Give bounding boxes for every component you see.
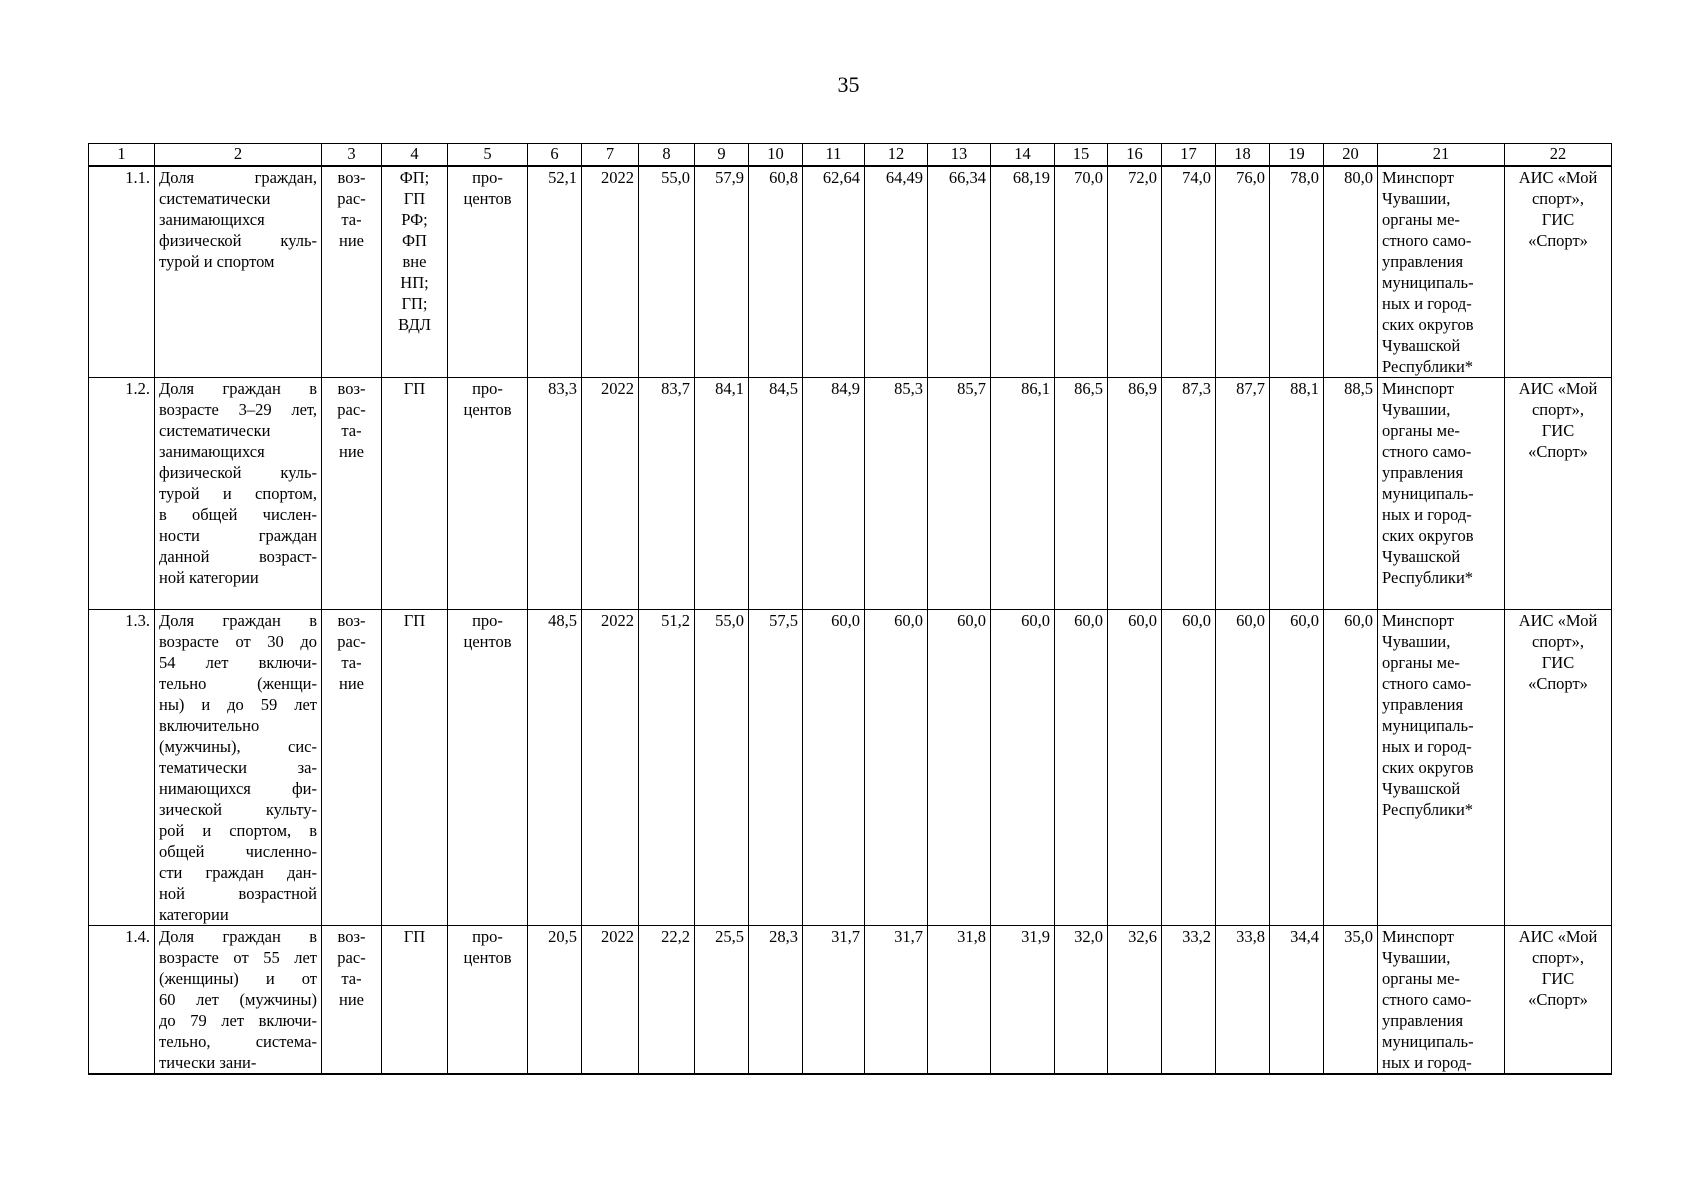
- year-value: 31,8: [928, 926, 991, 1075]
- year-value: 55,0: [695, 610, 749, 926]
- indicator-name-line: тельно, системa-: [159, 1032, 317, 1051]
- unit-line: центов: [463, 948, 512, 967]
- responsible-line: стного само-: [1382, 442, 1472, 461]
- responsible-line: управления: [1382, 252, 1464, 271]
- indicator-name-line: ной возрастной: [159, 884, 317, 903]
- trend-line: та-: [341, 653, 362, 672]
- responsible-line: органы ме-: [1382, 421, 1460, 440]
- data-source-line: спорт»,: [1531, 632, 1585, 651]
- responsible-line: Минспорт: [1382, 379, 1454, 398]
- column-header: 22: [1505, 144, 1612, 167]
- indicator-name-line: систематически: [159, 421, 271, 440]
- year-value: 60,0: [1162, 610, 1216, 926]
- year-value: 60,0: [1270, 610, 1324, 926]
- year-value: 74,0: [1162, 166, 1216, 378]
- data-source-line: «Спорт»: [1528, 990, 1588, 1009]
- column-header: 18: [1216, 144, 1270, 167]
- unit-line: про-: [472, 611, 503, 630]
- indicator-name-line: тельно (женщи-: [159, 674, 317, 693]
- year-value: 60,0: [1216, 610, 1270, 926]
- column-header: 11: [803, 144, 865, 167]
- year-value: 68,19: [991, 166, 1055, 378]
- level-line: вне: [402, 252, 427, 271]
- base-value: 20,5: [528, 926, 582, 1075]
- year-value: 86,5: [1055, 378, 1108, 610]
- data-source: [1505, 166, 1612, 378]
- trend: [322, 610, 382, 926]
- column-header: 1: [89, 144, 155, 167]
- data-source-line: АИС «Мой: [1518, 611, 1598, 630]
- base-value: 48,5: [528, 610, 582, 926]
- indicator-name-line: занимающихся: [159, 210, 265, 229]
- indicator-name-line: сти граждан дан-: [159, 863, 317, 882]
- column-header: 6: [528, 144, 582, 167]
- indicator-name-line: включительно: [159, 716, 260, 735]
- level: [382, 926, 448, 1075]
- responsible-line: стного само-: [1382, 231, 1472, 250]
- responsible-line: органы ме-: [1382, 969, 1460, 988]
- year-value: 66,34: [928, 166, 991, 378]
- indicator-name-line: ной категории: [159, 568, 259, 587]
- column-header: 4: [382, 144, 448, 167]
- responsible-line: муниципаль-: [1382, 1032, 1474, 1051]
- year-value: 78,0: [1270, 166, 1324, 378]
- responsible-line: органы ме-: [1382, 653, 1460, 672]
- year-value: 84,9: [803, 378, 865, 610]
- column-header: 7: [582, 144, 639, 167]
- responsible-line: муниципаль-: [1382, 484, 1474, 503]
- unit: [448, 378, 528, 610]
- year-value: 80,0: [1324, 166, 1378, 378]
- responsible: [1378, 378, 1505, 610]
- trend-line: рас-: [337, 632, 366, 651]
- trend: [322, 166, 382, 378]
- level-line: ГП;: [401, 294, 428, 313]
- responsible-line: управления: [1382, 695, 1464, 714]
- responsible-line: ных и город-: [1382, 505, 1472, 524]
- year-value: 76,0: [1216, 166, 1270, 378]
- year-value: 60,0: [1108, 610, 1162, 926]
- year-value: 87,3: [1162, 378, 1216, 610]
- responsible-line: ных и город-: [1382, 1053, 1472, 1072]
- indicator-name-line: общей численно-: [159, 842, 317, 861]
- unit: [448, 926, 528, 1075]
- base-value: 52,1: [528, 166, 582, 378]
- indicator-name-line: 60 лет (мужчины): [159, 990, 317, 1009]
- year-value: 83,7: [639, 378, 695, 610]
- data-source-line: АИС «Мой: [1518, 927, 1598, 946]
- column-header: 19: [1270, 144, 1324, 167]
- year-value: 62,64: [803, 166, 865, 378]
- column-header: 16: [1108, 144, 1162, 167]
- trend-line: рас-: [337, 189, 366, 208]
- indicator-name-line: Доля граждан в: [159, 927, 317, 946]
- indicators-table: [88, 143, 1612, 1075]
- responsible-line: Чувашской: [1382, 547, 1461, 566]
- year-value: 88,5: [1324, 378, 1378, 610]
- indicator-name-line: зической культу-: [159, 800, 317, 819]
- column-header: 5: [448, 144, 528, 167]
- trend: [322, 378, 382, 610]
- responsible-line: Чувашской: [1382, 336, 1461, 355]
- year-value: 22,2: [639, 926, 695, 1075]
- table-row: [89, 926, 1612, 1075]
- indicator-name: [155, 166, 322, 378]
- data-source-line: спорт»,: [1531, 400, 1585, 419]
- table-row: [89, 378, 1612, 610]
- data-source-line: спорт»,: [1531, 189, 1585, 208]
- responsible-line: Чувашии,: [1382, 189, 1451, 208]
- responsible-line: Минспорт: [1382, 168, 1454, 187]
- year-value: 55,0: [639, 166, 695, 378]
- column-number-row: [89, 144, 1612, 167]
- row-id: 1.1.: [89, 166, 155, 378]
- data-source: [1505, 610, 1612, 926]
- level-line: РФ;: [401, 210, 428, 229]
- year-value: 60,0: [1055, 610, 1108, 926]
- indicator-name: [155, 926, 322, 1075]
- year-value: 70,0: [1055, 166, 1108, 378]
- indicator-name-line: (женщины) и от: [159, 969, 317, 988]
- data-source: [1505, 926, 1612, 1075]
- trend-line: рас-: [337, 400, 366, 419]
- indicator-name-line: тематически за-: [159, 758, 317, 777]
- trend-line: рас-: [337, 948, 366, 967]
- indicator-name-line: ности граждан: [159, 526, 317, 545]
- responsible-line: Минспорт: [1382, 611, 1454, 630]
- indicator-name-line: возрасте от 55 лет: [159, 948, 317, 967]
- year-value: 31,7: [865, 926, 928, 1075]
- data-source: [1505, 378, 1612, 610]
- year-value: 60,0: [1324, 610, 1378, 926]
- data-source-line: АИС «Мой: [1518, 379, 1598, 398]
- unit-line: центов: [463, 189, 512, 208]
- level-line: ВДЛ: [398, 315, 431, 334]
- level-line: НП;: [400, 273, 429, 292]
- indicator-name-line: Доля граждан,: [159, 168, 317, 187]
- data-source-line: АИС «Мой: [1518, 168, 1598, 187]
- indicator-name-line: турой и спортом,: [159, 484, 317, 503]
- year-value: 51,2: [639, 610, 695, 926]
- year-value: 33,8: [1216, 926, 1270, 1075]
- base-year: 2022: [582, 378, 639, 610]
- column-header: 2: [155, 144, 322, 167]
- responsible-line: управления: [1382, 463, 1464, 482]
- responsible-line: ских округов: [1382, 758, 1474, 777]
- indicator-name-line: Доля граждан в: [159, 379, 317, 398]
- year-value: 84,5: [749, 378, 803, 610]
- responsible-line: стного само-: [1382, 990, 1472, 1009]
- year-value: 60,8: [749, 166, 803, 378]
- year-value: 25,5: [695, 926, 749, 1075]
- trend-line: та-: [341, 969, 362, 988]
- responsible-line: Чувашии,: [1382, 400, 1451, 419]
- column-header: 12: [865, 144, 928, 167]
- data-source-line: ГИС: [1541, 653, 1575, 672]
- unit-line: про-: [472, 168, 503, 187]
- responsible-line: Минспорт: [1382, 927, 1454, 946]
- base-year: 2022: [582, 166, 639, 378]
- trend: [322, 926, 382, 1075]
- column-header: 17: [1162, 144, 1216, 167]
- indicator-name-line: до 79 лет включи-: [159, 1011, 317, 1030]
- year-value: 64,49: [865, 166, 928, 378]
- responsible-line: ских округов: [1382, 526, 1474, 545]
- unit: [448, 610, 528, 926]
- year-value: 60,0: [803, 610, 865, 926]
- year-value: 88,1: [1270, 378, 1324, 610]
- year-value: 84,1: [695, 378, 749, 610]
- indicator-name-line: в общей числен-: [159, 505, 317, 524]
- level-line: ФП;: [399, 168, 430, 187]
- responsible-line: Чувашии,: [1382, 948, 1451, 967]
- trend-line: воз-: [337, 927, 366, 946]
- column-header: 14: [991, 144, 1055, 167]
- responsible-line: ных и город-: [1382, 737, 1472, 756]
- base-year: 2022: [582, 926, 639, 1075]
- data-source-line: ГИС: [1541, 421, 1575, 440]
- unit: [448, 166, 528, 378]
- year-value: 35,0: [1324, 926, 1378, 1075]
- page-number: 35: [837, 72, 860, 97]
- data-source-line: «Спорт»: [1528, 674, 1588, 693]
- year-value: 31,7: [803, 926, 865, 1075]
- level-line: ГП: [403, 379, 426, 398]
- table-row: [89, 166, 1612, 378]
- indicator-name: [155, 610, 322, 926]
- base-year: 2022: [582, 610, 639, 926]
- column-header: 9: [695, 144, 749, 167]
- year-value: 57,5: [749, 610, 803, 926]
- year-value: 28,3: [749, 926, 803, 1075]
- year-value: 31,9: [991, 926, 1055, 1075]
- indicator-name-line: физической куль-: [159, 463, 317, 482]
- trend-line: та-: [341, 210, 362, 229]
- indicator-name-line: ны) и до 59 лет: [159, 695, 317, 714]
- year-value: 72,0: [1108, 166, 1162, 378]
- responsible-line: Чувашской: [1382, 779, 1461, 798]
- year-value: 86,9: [1108, 378, 1162, 610]
- year-value: 85,3: [865, 378, 928, 610]
- year-value: 87,7: [1216, 378, 1270, 610]
- responsible-line: Республики*: [1382, 568, 1474, 587]
- indicator-name-line: категории: [159, 905, 229, 924]
- responsible: [1378, 926, 1505, 1075]
- level-line: ГП: [403, 611, 426, 630]
- responsible-line: Чувашии,: [1382, 632, 1451, 651]
- data-source-line: «Спорт»: [1528, 231, 1588, 250]
- level: [382, 610, 448, 926]
- responsible: [1378, 610, 1505, 926]
- responsible-line: муниципаль-: [1382, 716, 1474, 735]
- indicator-name: [155, 378, 322, 610]
- responsible-line: органы ме-: [1382, 210, 1460, 229]
- trend-line: воз-: [337, 611, 366, 630]
- level: [382, 378, 448, 610]
- responsible-line: Республики*: [1382, 357, 1474, 376]
- year-value: 86,1: [991, 378, 1055, 610]
- trend-line: воз-: [337, 168, 366, 187]
- level-line: ФП: [402, 231, 427, 250]
- responsible-line: Республики*: [1382, 800, 1474, 819]
- indicator-name-line: турой и спортом: [159, 252, 275, 271]
- responsible-line: муниципаль-: [1382, 273, 1474, 292]
- year-value: 57,9: [695, 166, 749, 378]
- unit-line: про-: [472, 927, 503, 946]
- row-id: 1.4.: [89, 926, 155, 1075]
- data-source-line: ГИС: [1541, 969, 1575, 988]
- column-header: 15: [1055, 144, 1108, 167]
- indicator-name-line: занимающихся: [159, 442, 265, 461]
- indicator-name-line: (мужчины), сис-: [159, 737, 317, 756]
- level-line: ГП: [403, 927, 426, 946]
- unit-line: про-: [472, 379, 503, 398]
- indicator-name-line: возрасте 3–29 лет,: [159, 400, 317, 419]
- indicator-name-line: нимающихся фи-: [159, 779, 317, 798]
- year-value: 60,0: [865, 610, 928, 926]
- trend-line: воз-: [337, 379, 366, 398]
- responsible: [1378, 166, 1505, 378]
- year-value: 34,4: [1270, 926, 1324, 1075]
- indicator-name-line: возрасте от 30 до: [159, 632, 317, 651]
- trend-line: ние: [339, 231, 364, 250]
- data-source-line: спорт»,: [1531, 948, 1585, 967]
- year-value: 33,2: [1162, 926, 1216, 1075]
- trend-line: ние: [339, 990, 364, 1009]
- data-source-line: ГИС: [1541, 210, 1575, 229]
- responsible-line: ских округов: [1382, 315, 1474, 334]
- responsible-line: управления: [1382, 1011, 1464, 1030]
- indicator-name-line: систематически: [159, 189, 271, 208]
- year-value: 32,6: [1108, 926, 1162, 1075]
- indicator-name-line: рой и спортом, в: [159, 821, 317, 840]
- column-header: 3: [322, 144, 382, 167]
- row-id: 1.2.: [89, 378, 155, 610]
- data-source-line: «Спорт»: [1528, 442, 1588, 461]
- responsible-line: стного само-: [1382, 674, 1472, 693]
- trend-line: ние: [339, 442, 364, 461]
- indicator-name-line: 54 лет включи-: [159, 653, 317, 672]
- year-value: 60,0: [928, 610, 991, 926]
- column-header: 13: [928, 144, 991, 167]
- column-header: 8: [639, 144, 695, 167]
- responsible-line: ных и город-: [1382, 294, 1472, 313]
- indicator-name-line: Доля граждан в: [159, 611, 317, 630]
- column-header: 21: [1378, 144, 1505, 167]
- indicator-name-line: физической куль-: [159, 231, 317, 250]
- column-header: 20: [1324, 144, 1378, 167]
- base-value: 83,3: [528, 378, 582, 610]
- level-line: ГП: [403, 189, 426, 208]
- unit-line: центов: [463, 400, 512, 419]
- row-id: 1.3.: [89, 610, 155, 926]
- year-value: 85,7: [928, 378, 991, 610]
- unit-line: центов: [463, 632, 512, 651]
- column-header: 10: [749, 144, 803, 167]
- year-value: 60,0: [991, 610, 1055, 926]
- year-value: 32,0: [1055, 926, 1108, 1075]
- indicator-name-line: тически зани-: [159, 1053, 257, 1072]
- trend-line: та-: [341, 421, 362, 440]
- trend-line: ние: [339, 674, 364, 693]
- level: [382, 166, 448, 378]
- indicator-name-line: данной возраст-: [159, 547, 317, 566]
- table-row: [89, 610, 1612, 926]
